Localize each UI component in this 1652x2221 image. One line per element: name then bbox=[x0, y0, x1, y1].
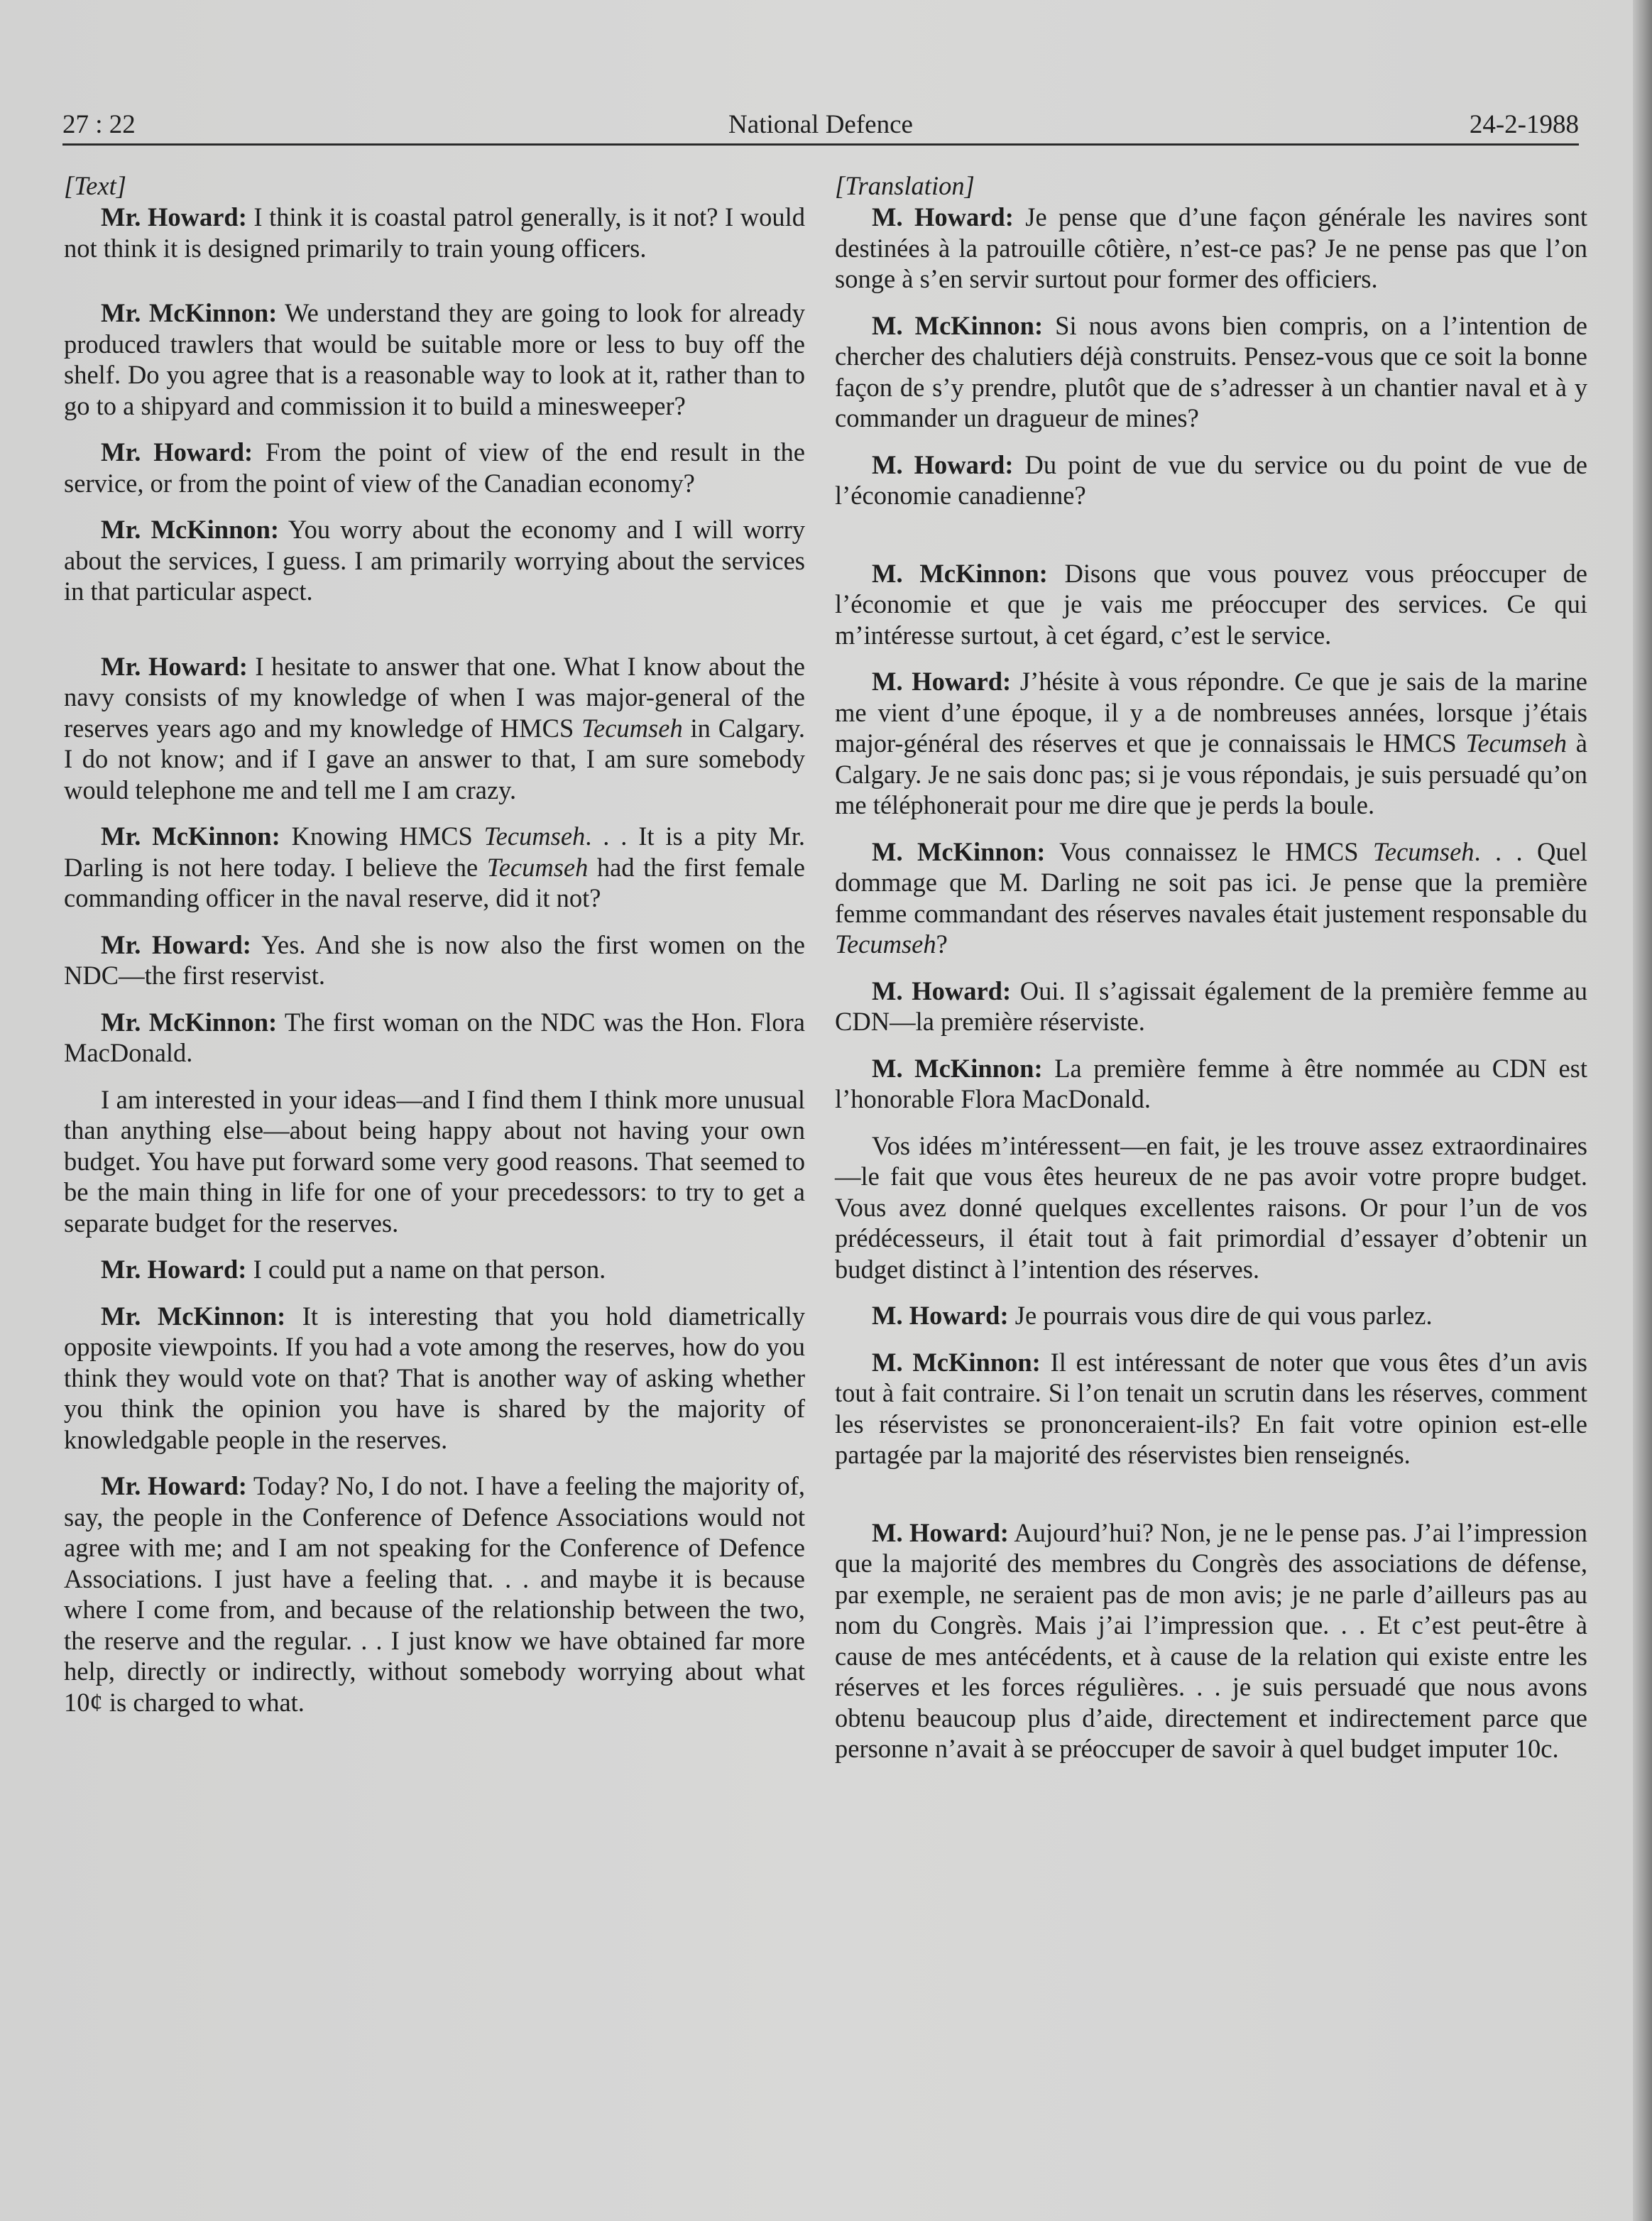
speaker: M. Howard: bbox=[872, 449, 1014, 479]
paragraph bbox=[835, 1517, 1587, 1764]
paragraph bbox=[64, 929, 805, 991]
speaker: Mr. McKinnon: bbox=[101, 822, 280, 851]
paragraph bbox=[835, 1130, 1587, 1285]
paragraph bbox=[64, 1007, 805, 1069]
speech: Je pense que d’une façon générale les navires sont destinées à la patrouille côtière, n’est-ce pas? Je ne pense pas que l’on songe à s’en servir surtout pour former des officiers. bbox=[835, 202, 1587, 293]
speaker: Mr. Howard: bbox=[101, 437, 253, 466]
speech: I hesitate to answer that one. What I know about the navy consists of my knowledge of when I was major-general of the reserves years ago and my knowledge of HMCS bbox=[64, 651, 805, 743]
publication-title: National Defence bbox=[728, 110, 913, 139]
paragraph bbox=[835, 666, 1587, 821]
speech: From the point of view of the end result in the service, or from the point of view of the Canadian economy? bbox=[64, 437, 805, 498]
paragraph bbox=[835, 1053, 1587, 1115]
speaker: Mr. Howard: bbox=[101, 1255, 247, 1284]
speaker: M. Howard: bbox=[872, 976, 1012, 1005]
speech: had the first female commanding officer in the naval reserve, did it not? bbox=[64, 852, 805, 912]
label-text: Text bbox=[74, 171, 116, 200]
speech: Du point de vue du service ou du point de vue de l’économie canadienne? bbox=[835, 449, 1587, 510]
paragraph bbox=[835, 558, 1587, 651]
speaker: M. Howard: bbox=[872, 1301, 1009, 1330]
english-column bbox=[64, 170, 805, 1718]
speech: Aujourd’hui? Non, je ne le pense pas. J’ai l’impression que la majorité des membres du Congrès des associations de défense, par exemple, ne seraient pas de mon avis; je ne parle d’ailleurs pas au nom du Congrès. Mais j’ai l’impression que. . . Et c’est peut-être à cause de mes antécédents, et à cause de la relation qui existe entre les réserves et les forces régulières. . . je suis persuadé que nous avons obtenu beaucoup plus d’aide, directement et indirectement parce que personne n’avait à se préoccuper de savoir à quel budget imputer 10c. bbox=[835, 1517, 1587, 1763]
paragraph bbox=[64, 437, 805, 498]
speaker: Mr. Howard: bbox=[101, 651, 248, 681]
paragraph bbox=[835, 1300, 1587, 1331]
paragraph bbox=[64, 1470, 805, 1718]
ship-name: Tecumseh bbox=[835, 929, 936, 959]
label-translation: Translation bbox=[845, 171, 965, 200]
paragraph bbox=[64, 1084, 805, 1239]
paragraph bbox=[64, 514, 805, 607]
paragraph bbox=[64, 298, 805, 421]
speech: Vos idées m’intéressent—en fait, je les trouve assez extraordinaires—le fait que vous êtes heureux de ne pas avoir votre propre budget. Vous avez donné quelques excellentes raisons. Or pour l’un de vos prédécesseurs, il était tout à fait primordial d’essayer d’obtenir un budget distinct à l’intention des réserves. bbox=[835, 1130, 1587, 1284]
page-number: 27 : 22 bbox=[62, 110, 136, 139]
paragraph bbox=[835, 976, 1587, 1037]
paragraph bbox=[835, 836, 1587, 960]
speaker: M. McKinnon: bbox=[872, 558, 1048, 588]
speech: Si nous avons bien compris, on a l’intention de chercher des chalutiers déjà construits. Pensez-vous que ce soit la bonne façon de s’y prendre, plutôt que de s’adresser à un chantier naval et à y commander un dragueur de mines? bbox=[835, 310, 1587, 432]
column-label-text: [Text] bbox=[64, 171, 126, 200]
speech: Oui. Il s’agissait également de la première femme au CDN—la première réserviste. bbox=[835, 976, 1587, 1036]
speech: Today? No, I do not. I have a feeling the majority of, say, the people in the Conference of Defence Associations would not agree with me; and I am not speaking for the Conference of Defence Associations. I just have a feeling that. . . and maybe it is because where I come from, and because of the relationship between the two, the reserve and the regular. . . I just know we have obtained far more help, directly or indirectly, without somebody worrying about what 10¢ is charged to what. bbox=[64, 1471, 805, 1717]
speaker: M. McKinnon: bbox=[872, 310, 1044, 340]
speech: We understand they are going to look for already produced trawlers that would be suitable more or less to buy off the shelf. Do you agree that is a reasonable way to look at it, rather than to go to a shipyard and commission it to build a minesweeper? bbox=[64, 298, 805, 420]
column-label-translation: [Translation] bbox=[835, 171, 975, 200]
paragraph bbox=[64, 202, 805, 263]
ship-name: Tecumseh bbox=[1372, 836, 1475, 866]
speech: It is interesting that you hold diametrically opposite viewpoints. If you had a vote among the reserves, how do you think they would vote on that? That is another way of asking whether you think the opinion you have is shared by the majority of knowledgable people in the reserves. bbox=[64, 1301, 805, 1454]
speech: La première femme à être nommée au CDN est l’honorable Flora MacDonald. bbox=[835, 1053, 1587, 1113]
speech: in Calgary. I do not know; and if I gave an answer to that, I am sure somebody would telephone me and tell me I am crazy. bbox=[64, 713, 805, 804]
speech: Vous connaissez le HMCS bbox=[1045, 836, 1373, 866]
french-column bbox=[835, 170, 1587, 1764]
speech: Yes. And she is now also the first women on the NDC—the first reservist. bbox=[64, 929, 805, 990]
speaker: Mr. McKinnon: bbox=[101, 515, 280, 544]
speaker: M. McKinnon: bbox=[872, 1347, 1041, 1377]
speech: I could put a name on that person. bbox=[246, 1255, 606, 1284]
speaker: M. Howard: bbox=[872, 667, 1012, 696]
speech: . . . Quel dommage que M. Darling ne soit pas ici. Je pense que la première femme commandant des réserves navales était justement responsable du bbox=[835, 836, 1587, 928]
speaker: M. McKinnon: bbox=[872, 836, 1046, 866]
speaker: M. Howard: bbox=[872, 202, 1014, 231]
paragraph bbox=[835, 310, 1587, 434]
header-date: 24-2-1988 bbox=[1469, 110, 1579, 139]
paragraph bbox=[835, 1347, 1587, 1470]
speaker: M. McKinnon: bbox=[872, 1053, 1043, 1083]
speech: Knowing HMCS bbox=[280, 822, 484, 851]
ship-name: Tecumseh bbox=[483, 822, 586, 851]
paragraph bbox=[835, 202, 1587, 295]
paragraph bbox=[835, 449, 1587, 511]
speech: I think it is coastal patrol generally, is it not? I would not think it is designed primarily to train young officers. bbox=[64, 202, 805, 263]
speaker: Mr. Howard: bbox=[101, 929, 251, 959]
paragraph bbox=[64, 1254, 805, 1285]
paragraph bbox=[64, 821, 805, 914]
speech: à Calgary. Je ne sais donc pas; si je vous répondais, je suis persuadé qu’on me téléphonerait pour me dire que je perds la boule. bbox=[835, 728, 1587, 819]
speech: I am interested in your ideas—and I find them I think more unusual than anything else—about being happy about not having your own budget. You have put forward some very good reasons. That seemed to be the main thing in life for one of your precedessors: to try to get a separate budget for the reserves. bbox=[64, 1084, 805, 1238]
speech: Je pourrais vous dire de qui vous parlez. bbox=[1008, 1301, 1433, 1330]
speech: Disons que vous pouvez vous préoccuper de l’économie et que je vais me préoccuper des services. Ce qui m’intéresse surtout, à cet égard, c’est le service. bbox=[835, 558, 1588, 650]
speaker: Mr. McKinnon: bbox=[101, 1301, 286, 1331]
paragraph bbox=[64, 1301, 805, 1456]
ship-name: Tecumseh bbox=[1465, 728, 1568, 758]
running-header bbox=[62, 107, 1579, 143]
speaker: Mr. Howard: bbox=[101, 202, 247, 231]
speech: ? bbox=[936, 929, 948, 959]
speaker: Mr. Howard: bbox=[101, 1471, 247, 1500]
speaker: Mr. McKinnon: bbox=[101, 298, 278, 327]
speaker: Mr. McKinnon: bbox=[101, 1007, 278, 1037]
speech: . . . It is a pity Mr. Darling is not here today. I believe the bbox=[64, 822, 806, 882]
speech: The first woman on the NDC was the Hon. Flora MacDonald. bbox=[64, 1007, 805, 1067]
ship-name: Tecumseh bbox=[581, 713, 683, 743]
header-rule bbox=[62, 143, 1579, 146]
page-edge-shadow bbox=[1633, 0, 1652, 2221]
speaker: M. Howard: bbox=[872, 1517, 1009, 1547]
speech: Il est intéressant de noter que vous êtes d’un avis tout à fait contraire. Si l’on tenait un scrutin dans les réserves, comment les réservistes se prononceraient-ils? En fait votre opinion est-elle partagée par la majorité des réservistes bien renseignés. bbox=[835, 1347, 1588, 1469]
paragraph bbox=[64, 651, 805, 806]
ship-name: Tecumseh bbox=[486, 852, 589, 882]
speech: J’hésite à vous répondre. Ce que je sais de la marine me vient d’une époque, il y a de nombreuses années, lorsque j’étais major-général des réserves et que je connaissais le HMCS bbox=[835, 667, 1588, 758]
speech: You worry about the economy and I will worry about the services, I guess. I am primarily worrying about the services in that particular aspect. bbox=[64, 515, 805, 606]
